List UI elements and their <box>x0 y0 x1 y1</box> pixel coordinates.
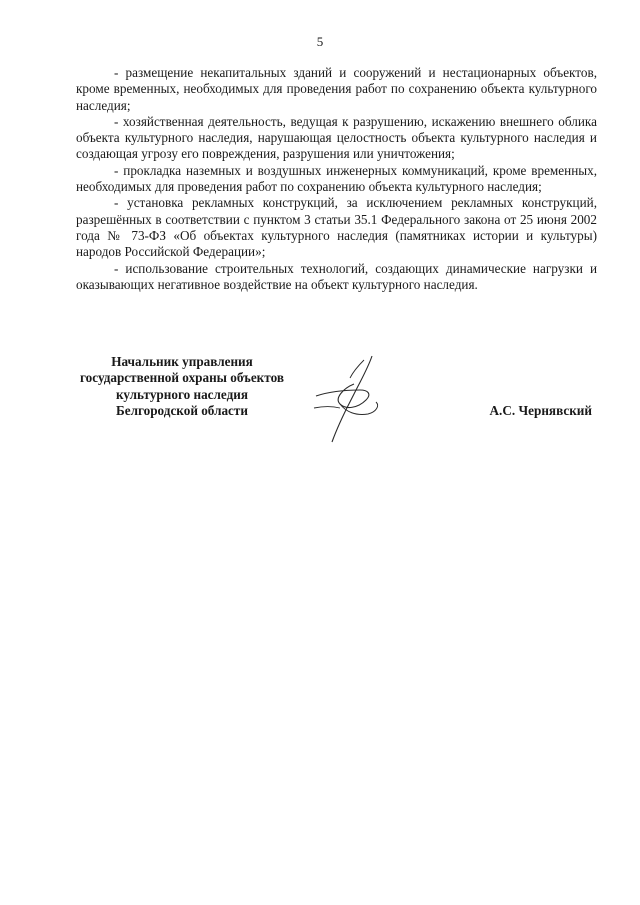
signatory-title-line: государственной охраны объектов <box>80 370 284 386</box>
handwritten-signature <box>310 350 390 450</box>
signatory-title-line: культурного наследия <box>115 386 249 402</box>
paragraph-1: - размещение некапитальных зданий и сооружений и нестационарных объектов, кроме временных, необходимых для проведения работ по сохранению объекта культурного наследия; <box>76 65 597 113</box>
document-body <box>76 65 597 293</box>
paragraph-5: - использование строительных технологий, создающих динамические нагрузки и оказывающих негативное воздействие на объект культурного наследия. <box>76 260 597 292</box>
signatory-title <box>76 354 288 419</box>
signatory-title-line: Начальник управления <box>111 354 253 369</box>
signatory-title-line: Белгородской области <box>116 402 248 418</box>
paragraph-3: - прокладка наземных и воздушных инженерных коммуникаций, кроме временных, необходимых для проведения работ по сохранению объекта культурного наследия; <box>76 162 597 195</box>
page-number: 5 <box>316 34 324 49</box>
paragraph-4: - установка рекламных конструкций, за исключением рекламных конструкций, разрешённых в соответствии с пунктом 3 статьи 35.1 Федерального закона от 25 июня 2002 года № 73-ФЗ «Об объектах культурного наследия (памятниках истории и культуры) народов Российской Федерации»; <box>76 195 597 260</box>
signatory-name: А.С. Чернявский <box>489 403 592 418</box>
paragraph-2: - хозяйственная деятельность, ведущая к разрушению, искажению внешнего облика объекта культурного наследия, нарушающая целостность объекта культурного наследия и создающая угрозу его повреждения, разрушения или уничтожения; <box>76 113 597 162</box>
